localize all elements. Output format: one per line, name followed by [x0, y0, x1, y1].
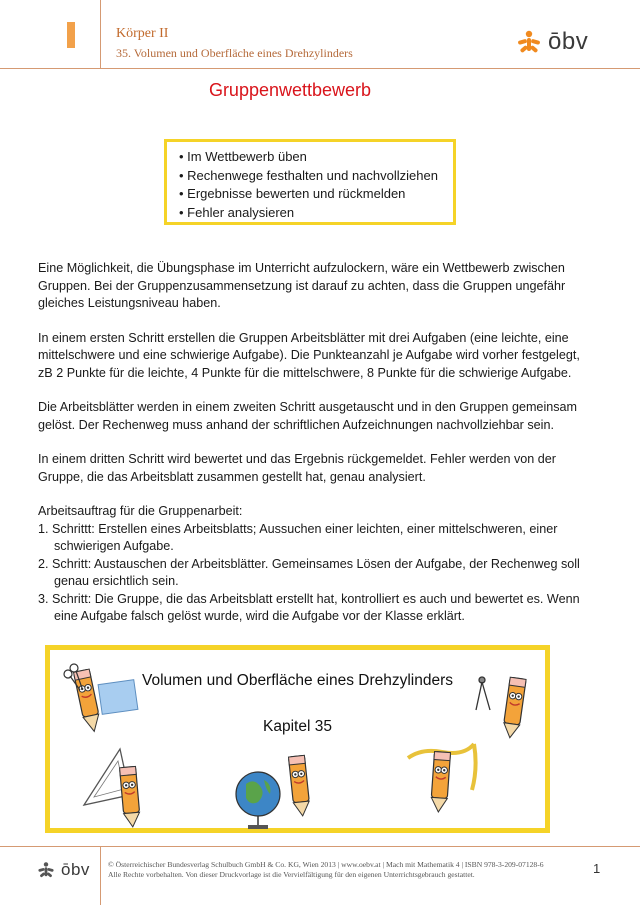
copyright-line: © Österreichischer Bundesverlag Schulbuch GmbH & Co. KG, Wien 2013 | www.oebv.at | Mach mit Mathematik 4 | ISBN 978-3-209-07128-6 — [108, 860, 544, 869]
chapter-box — [45, 645, 550, 833]
body-text — [38, 260, 594, 626]
goal-item: • Ergebnisse bewerten und rückmelden — [179, 185, 453, 204]
logo-wordmark: ōbv — [548, 28, 589, 55]
header-title: Körper II — [116, 26, 169, 41]
pencil-measuring-tape-icon — [402, 738, 482, 828]
chapter-title: Volumen und Oberfläche eines Drehzylinders — [141, 672, 454, 689]
header-subtitle: 35. Volumen und Oberfläche eines Drehzylinders — [116, 46, 353, 60]
task-step: 2. Schritt: Austauschen der Arbeitsblätter. Gemeinsames Lösen der Aufgabe, der Rechenweg soll genau ersichtlich sein. — [38, 556, 580, 588]
task-step: 1. Schrittt: Erstellen eines Arbeitsblatts; Aussuchen einer leichten, einer mittelschweren, einer schwierigen Aufgabe. — [38, 521, 558, 553]
publisher-logo — [516, 28, 588, 56]
header-divider — [100, 0, 101, 68]
paragraph: In einem dritten Schritt wird bewertet und das Ergebnis rückgemeldet. Fehler werden von der Gruppe, die das Arbeitsblatt zusammen gestellt hat, genau analysiert. — [38, 452, 557, 484]
header-rule — [0, 68, 640, 69]
pencil-globe-icon — [230, 750, 330, 830]
pencil-compass-icon — [472, 670, 542, 740]
rights-line: Alle Rechte vorbehalten. Von dieser Druckvorlage ist die Vervielfältigung für den eigenen Unterrichtsgebrauch gestattet. — [108, 870, 475, 879]
pencil-scissors-icon — [60, 662, 140, 737]
task-step: 3. Schritt: Die Gruppe, die das Arbeitsblatt erstellt hat, kontrolliert es auch und bewertet es. Wenn eine Aufgabe falsch gelöst wurde, wird die Aufgabe vor der Klasse erklärt. — [38, 591, 580, 623]
page-title: Gruppenwettbewerb — [208, 80, 372, 100]
copyright-notice — [108, 860, 544, 880]
logo-wordmark: ōbv — [61, 860, 90, 879]
paragraph: Die Arbeitsblätter werden in einem zweiten Schritt ausgetauscht und in den Gruppen gemeinsam gelöst. Der Rechenweg muss anhand der schriftlichen Aufzeichnungen nachvollziehbar sein. — [38, 400, 578, 432]
goal-item: • Fehler analysieren — [179, 204, 453, 223]
goal-item: • Rechenwege festhalten und nachvollziehen — [179, 167, 453, 186]
paragraph: In einem ersten Schritt erstellen die Gruppen Arbeitsblätter mit drei Aufgaben (eine leichte, eine mittelschwere und eine schwierige Aufgabe). Die Punkteanzahl je Aufgabe wird vorher festgelegt, zB 2 Punkte für die leichte, 4 Punkte für die mittelschwere, 8 Punkte für die schwierige Aufgabe. — [38, 330, 580, 380]
chapter-marker — [67, 22, 75, 48]
chapter-number: Kapitel 35 — [263, 718, 332, 735]
page-number: 1 — [593, 861, 601, 876]
task-intro: Arbeitsauftrag für die Gruppenarbeit: — [38, 504, 243, 518]
task-steps — [38, 521, 594, 626]
pencil-triangle-ruler-icon — [80, 745, 165, 830]
learning-goals-box — [164, 139, 456, 225]
footer-divider — [100, 846, 101, 905]
goal-item: • Im Wettbewerb üben — [179, 148, 453, 167]
oebv-star-icon — [516, 29, 542, 55]
paragraph: Eine Möglichkeit, die Übungsphase im Unterricht aufzulockern, wäre ein Wettbewerb zwischen Gruppen. Bei der Gruppenzusammensetzung ist darauf zu achten, dass die Gruppen ungefähr gleiches Leistungsniveau haben. — [38, 261, 566, 310]
footer-logo — [37, 860, 90, 880]
footer-rule — [0, 846, 640, 847]
oebv-star-icon — [37, 861, 55, 879]
